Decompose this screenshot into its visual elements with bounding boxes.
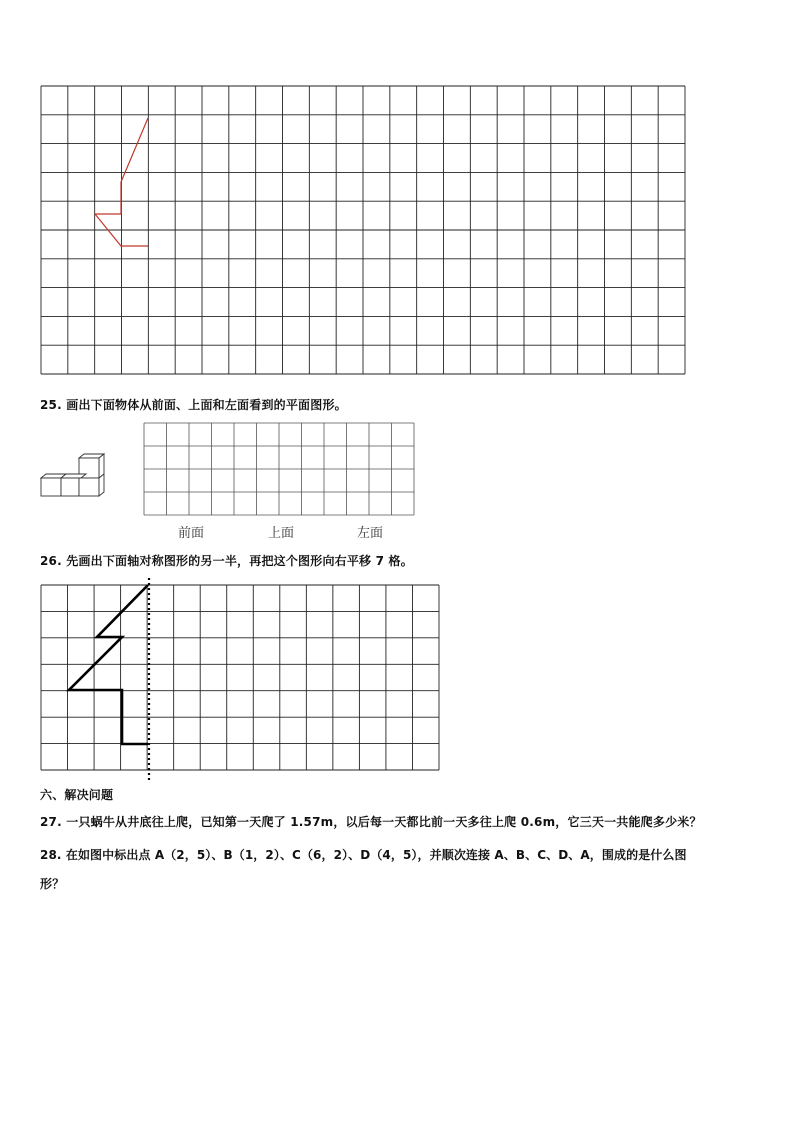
q28-text-line2: 形？ (40, 877, 65, 891)
q26-grid (41, 585, 439, 785)
q26-number: 26. (40, 554, 62, 568)
cube-object-figure (40, 452, 106, 497)
q25-number: 25. (40, 398, 62, 412)
q27-prompt (40, 813, 702, 830)
label-left: 左面 (357, 526, 384, 541)
q28-number: 28. (40, 848, 62, 862)
q27-number: 27. (40, 815, 62, 829)
q25-prompt (40, 396, 347, 413)
q28-text-line1: 在如图中标出点 A（2，5）、B（1，2）、C（6，2）、D（4，5），并顺次连接 A、B、C、D、A，围成的是什么图 (65, 848, 687, 862)
q27-text: 一只蜗牛从井底往上爬，已知第一天爬了 1.57m，以后每一天都比前一天多往上爬 0.6m，它三天一共能爬多少米？ (66, 815, 702, 829)
q26-text: 先画出下面轴对称图形的另一半，再把这个图形向右平移 7 格。 (66, 554, 413, 568)
q26-prompt (40, 552, 413, 569)
label-front: 前面 (178, 526, 205, 541)
q24-grid (41, 86, 685, 374)
q28-prompt (40, 846, 687, 863)
label-top: 上面 (268, 526, 295, 541)
section-6-title: 六、解决问题 (40, 788, 114, 802)
q25-grid (144, 423, 414, 515)
q25-text: 画出下面物体从前面、上面和左面看到的平面图形。 (66, 398, 347, 412)
